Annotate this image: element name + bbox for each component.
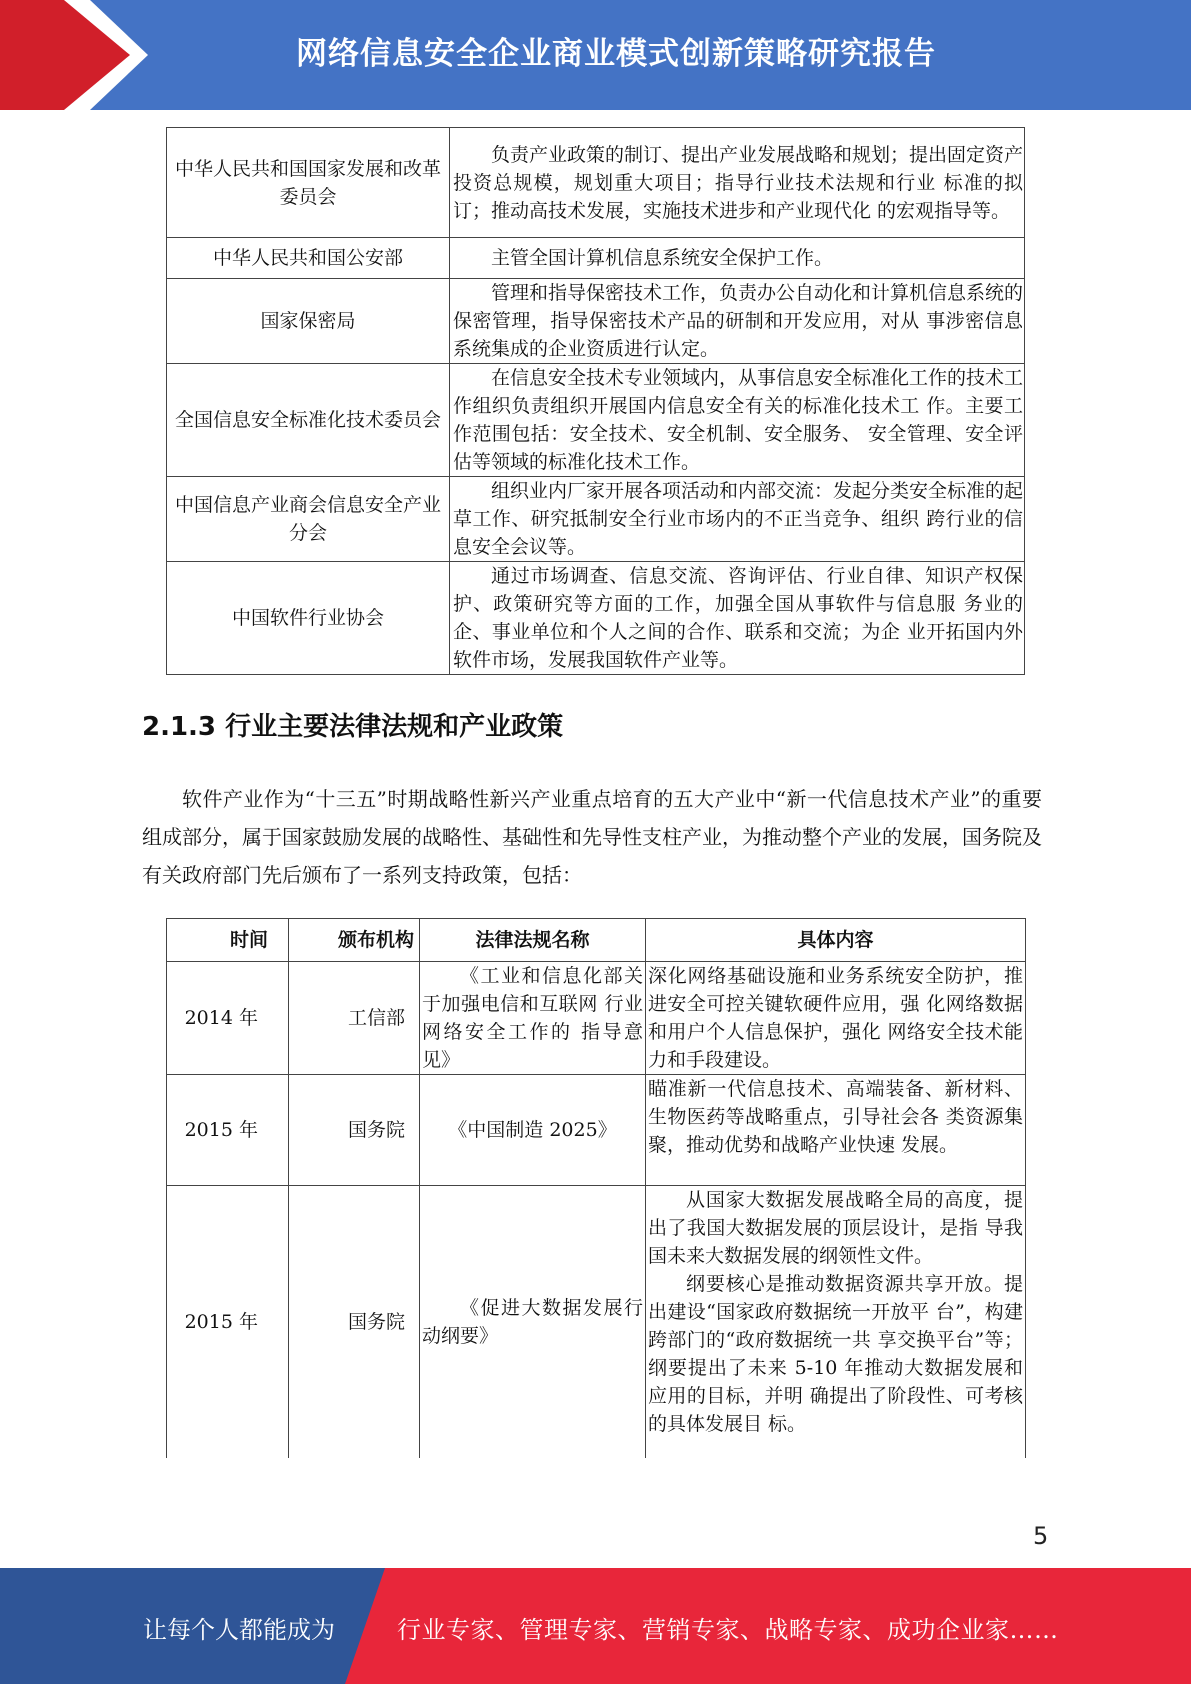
content-cell <box>646 962 1026 1075</box>
table-row <box>167 238 1025 279</box>
content-cell <box>646 1186 1026 1458</box>
org-cell: 国家保密局 <box>167 279 450 364</box>
org-cell: 国务院 <box>289 1186 420 1458</box>
table-row <box>167 128 1025 238</box>
desc-cell: 管理和指导保密技术工作，负责办公自动化和计算机信息系统的保密管理，指导保密技术产品的研制和开发应用，对从 事涉密信息系统集成的企业资质进行认定。 <box>450 279 1025 364</box>
desc-cell: 在信息安全技术专业领域内，从事信息安全标准化工作的技术工作组织负责组织开展国内信息安全有关的标准化技术工 作。主要工作范围包括：安全技术、安全机制、安全服务、 安全管理、安全评估等领域的标准化技术工作。 <box>450 364 1025 477</box>
org-cell: 中华人民共和国公安部 <box>167 238 450 279</box>
law-cell: 《中国制造 2025》 <box>420 1075 646 1186</box>
desc-cell: 组织业内厂家开展各项活动和内部交流：发起分类安全标准的起草工作、研究抵制安全行业市场内的不正当竞争、组织 跨行业的信息安全会议等。 <box>450 477 1025 562</box>
org-cell: 中华人民共和国国家发展和改革委员会 <box>167 128 450 238</box>
org-cell: 全国信息安全标准化技术委员会 <box>167 364 450 477</box>
org-cell: 中国信息产业商会信息安全产业分会 <box>167 477 450 562</box>
content-paragraph: 瞄准新一代信息技术、高端装备、新材料、生物医药等战略重点，引导社会各 类资源集聚，推动优势和战略产业快速 发展。 <box>648 1078 1023 1156</box>
law-cell: 《工业和信息化部关于加强电信和互联网 行业网络安全工作的 指导意见》 <box>420 962 646 1075</box>
org-cell: 中国软件行业协会 <box>167 562 450 675</box>
policy-table <box>166 918 1026 1458</box>
org-cell: 国务院 <box>289 1075 420 1186</box>
regulator-table <box>166 127 1025 675</box>
footer-slogan-right: 行业专家、管理专家、营销专家、战略专家、成功企业家…… <box>397 1616 1059 1644</box>
page-number: 5 <box>1033 1522 1049 1550</box>
time-cell: 2015 年 <box>167 1186 289 1458</box>
table-row <box>167 1186 1026 1458</box>
page-footer <box>0 1568 1191 1684</box>
table-row <box>167 364 1025 477</box>
org-cell: 工信部 <box>289 962 420 1075</box>
content-paragraph: 从国家大数据发展战略全局的高度，提出了我国大数据发展的顶层设计，是指 导我国未来大数据发展的纲领性文件。 <box>648 1189 1023 1267</box>
table-row <box>167 562 1025 675</box>
header-time: 时间 <box>167 919 289 962</box>
table-row <box>167 962 1026 1075</box>
time-cell: 2015 年 <box>167 1075 289 1186</box>
law-cell: 《促进大数据发展行动纲要》 <box>420 1186 646 1458</box>
intro-paragraph: 软件产业作为“十三五”时期战略性新兴产业重点培育的五大产业中“新一代信息技术产业”的重要组成部分，属于国家鼓励发展的战略性、基础性和先导性支柱产业，为推动整个产业的发展，国务院及有关政府部门先后颁布了一系列支持政策，包括： <box>142 787 1042 887</box>
page-header <box>0 0 1191 110</box>
desc-cell: 主管全国计算机信息系统安全保护工作。 <box>450 238 1025 279</box>
content-paragraph: 深化网络基础设施和业务系统安全防护，推进安全可控关键软硬件应用，强 化网络数据和用户个人信息保护，强化 网络安全技术能力和手段建设。 <box>648 965 1023 1071</box>
desc-cell: 负责产业政策的制订、提出产业发展战略和规划；提出固定资产投资总规模，规划重大项目；指导行业技术法规和行业 标准的拟订；推动高技术发展，实施技术进步和产业现代化 的宏观指导等。 <box>450 128 1025 238</box>
desc-cell: 通过市场调查、信息交流、咨询评估、行业自律、知识产权保护、政策研究等方面的工作，加强全国从事软件与信息服 务业的企、事业单位和个人之间的合作、联系和交流；为企 业开拓国内外软件市场，发展我国软件产业等。 <box>450 562 1025 675</box>
table-row <box>167 477 1025 562</box>
header-content: 具体内容 <box>646 919 1026 962</box>
header-arrow-graphic <box>0 0 300 110</box>
table-row <box>167 1075 1026 1186</box>
header-title: 网络信息安全企业商业模式创新策略研究报告 <box>296 36 936 72</box>
table-header-row <box>167 919 1026 962</box>
content-cell <box>646 1075 1026 1186</box>
section-heading: 2.1.3 行业主要法律法规和产业政策 <box>142 712 564 742</box>
header-law: 法律法规名称 <box>420 919 646 962</box>
footer-slogan-left: 让每个人都能成为 <box>143 1616 335 1644</box>
content-paragraph: 纲要核心是推动数据资源共享开放。提出建设“国家政府数据统一开放平 台”，构建跨部门的“政府数据统一共 享交换平台”等；纲要提出了未来 5-10 年推动大数据发展和应用的目标，并明 确提出了阶段性、可考核的具体发展目 标。 <box>648 1273 1023 1435</box>
time-cell: 2014 年 <box>167 962 289 1075</box>
table-row <box>167 279 1025 364</box>
header-org: 颁布机构 <box>289 919 420 962</box>
